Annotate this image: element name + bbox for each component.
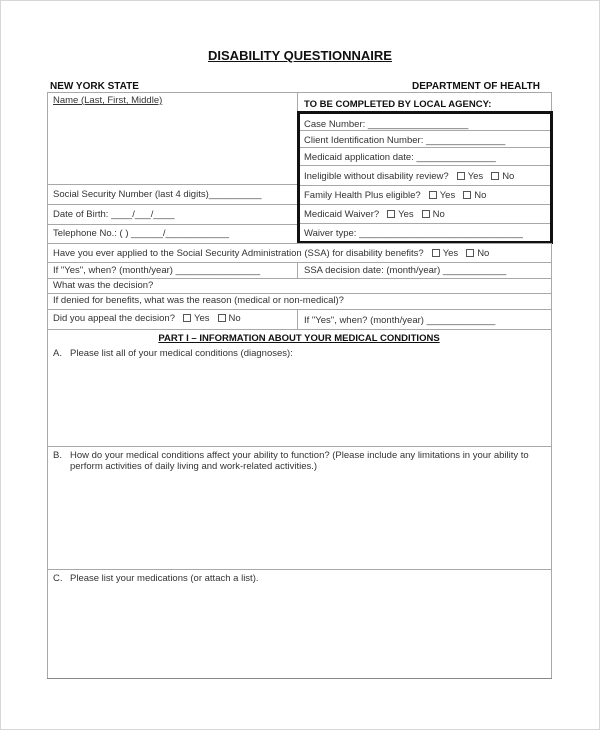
question-b-answer[interactable] [48,475,550,567]
appeal-no-checkbox[interactable] [218,314,226,322]
waiver-no-checkbox[interactable] [422,210,430,218]
ssa-denied-reason-field[interactable]: If denied for benefits, what was the reason (medical or non-medical)? [53,295,344,306]
fhp-yes-checkbox[interactable] [429,191,437,199]
ineligible-yes-checkbox[interactable] [457,172,465,180]
dob-field[interactable]: Date of Birth: ____/___/____ [53,209,175,220]
question-a-marker: A. [53,348,62,359]
agency-heading: TO BE COMPLETED BY LOCAL AGENCY: [304,99,492,110]
ssa-applied-yes-checkbox[interactable] [432,249,440,257]
yes-label: Yes [467,171,484,182]
col-divider [297,309,298,329]
ssa-applied-label: Have you ever applied to the Social Security Administration (SSA) for disability benefits? [53,248,424,259]
col-divider [297,262,298,278]
ineligible-label: Ineligible without disability review? [304,171,449,182]
question-b-marker: B. [53,450,62,461]
fhp-question [304,190,486,201]
row-divider [47,309,552,310]
name-input[interactable] [48,108,296,183]
form-title: DISABILITY QUESTIONNAIRE [208,48,392,63]
question-a-answer[interactable] [48,362,550,445]
yes-label: Yes [194,313,210,324]
question-b-label-line1: How do your medical conditions affect your ability to function? (Please include any limitations in your ability to [70,450,529,461]
ssa-applied-no-checkbox[interactable] [466,249,474,257]
ineligible-no-checkbox[interactable] [491,172,499,180]
yes-label: Yes [442,248,459,259]
row-divider [47,262,552,263]
row-divider [47,204,297,205]
question-a-label: Please list all of your medical conditions (diagnoses): [70,348,293,359]
no-label: No [502,171,515,182]
row-divider [300,165,550,166]
ssa-applied-question [53,248,489,259]
no-label: No [474,190,487,201]
ineligible-question [304,171,514,182]
waiver-yes-checkbox[interactable] [387,210,395,218]
waiver-label: Medicaid Waiver? [304,209,380,220]
client-id-field[interactable]: Client Identification Number: _______________ [304,135,506,146]
row-divider [47,224,297,225]
no-label: No [228,313,241,324]
table-bottom-border [47,678,552,679]
row-divider [47,569,552,570]
row-divider [300,130,550,131]
table-top-border [47,92,552,93]
row-divider [47,446,552,447]
waiver-question [304,209,445,220]
row-divider [300,204,550,205]
ssa-when-field[interactable]: If "Yes", when? (month/year) ________________ [53,265,261,276]
row-divider [47,278,552,279]
row-divider [47,293,552,294]
question-c-answer[interactable] [48,587,550,677]
question-b-label-line2: perform activities of daily living and work-related activities.) [70,461,318,472]
waiver-type-field[interactable]: Waiver type: _______________________________ [304,228,523,239]
row-divider [300,223,550,224]
ssa-decision-date-field[interactable]: SSA decision date: (month/year) ____________ [304,265,507,276]
row-divider [47,243,552,244]
phone-field[interactable]: Telephone No.: ( ) ______/____________ [53,228,229,239]
state-label: NEW YORK STATE [50,81,139,92]
appeal-question [53,313,241,324]
ssa-decision-field[interactable]: What was the decision? [53,280,154,291]
appeal-label: Did you appeal the decision? [53,313,176,324]
name-field-label: Name (Last, First, Middle) [53,95,163,106]
case-number-field[interactable]: Case Number: ___________________ [304,119,469,130]
row-divider [47,329,552,330]
fhp-no-checkbox[interactable] [463,191,471,199]
row-divider [47,184,297,185]
no-label: No [432,209,445,220]
part1-heading: PART I – INFORMATION ABOUT YOUR MEDICAL CONDITIONS [158,333,440,344]
appeal-when-field[interactable]: If "Yes", when? (month/year) _____________ [304,315,496,326]
department-label: DEPARTMENT OF HEALTH [412,81,540,92]
fhp-label: Family Health Plus eligible? [304,190,421,201]
row-divider [300,185,550,186]
question-c-marker: C. [53,573,63,584]
question-c-label: Please list your medications (or attach a list). [70,573,259,584]
appeal-yes-checkbox[interactable] [183,314,191,322]
row-divider [300,147,550,148]
yes-label: Yes [398,209,414,220]
medicaid-date-field[interactable]: Medicaid application date: _______________ [304,152,496,163]
yes-label: Yes [439,190,456,201]
ssn-field[interactable]: Social Security Number (last 4 digits)__________ [53,189,262,200]
no-label: No [477,248,490,259]
